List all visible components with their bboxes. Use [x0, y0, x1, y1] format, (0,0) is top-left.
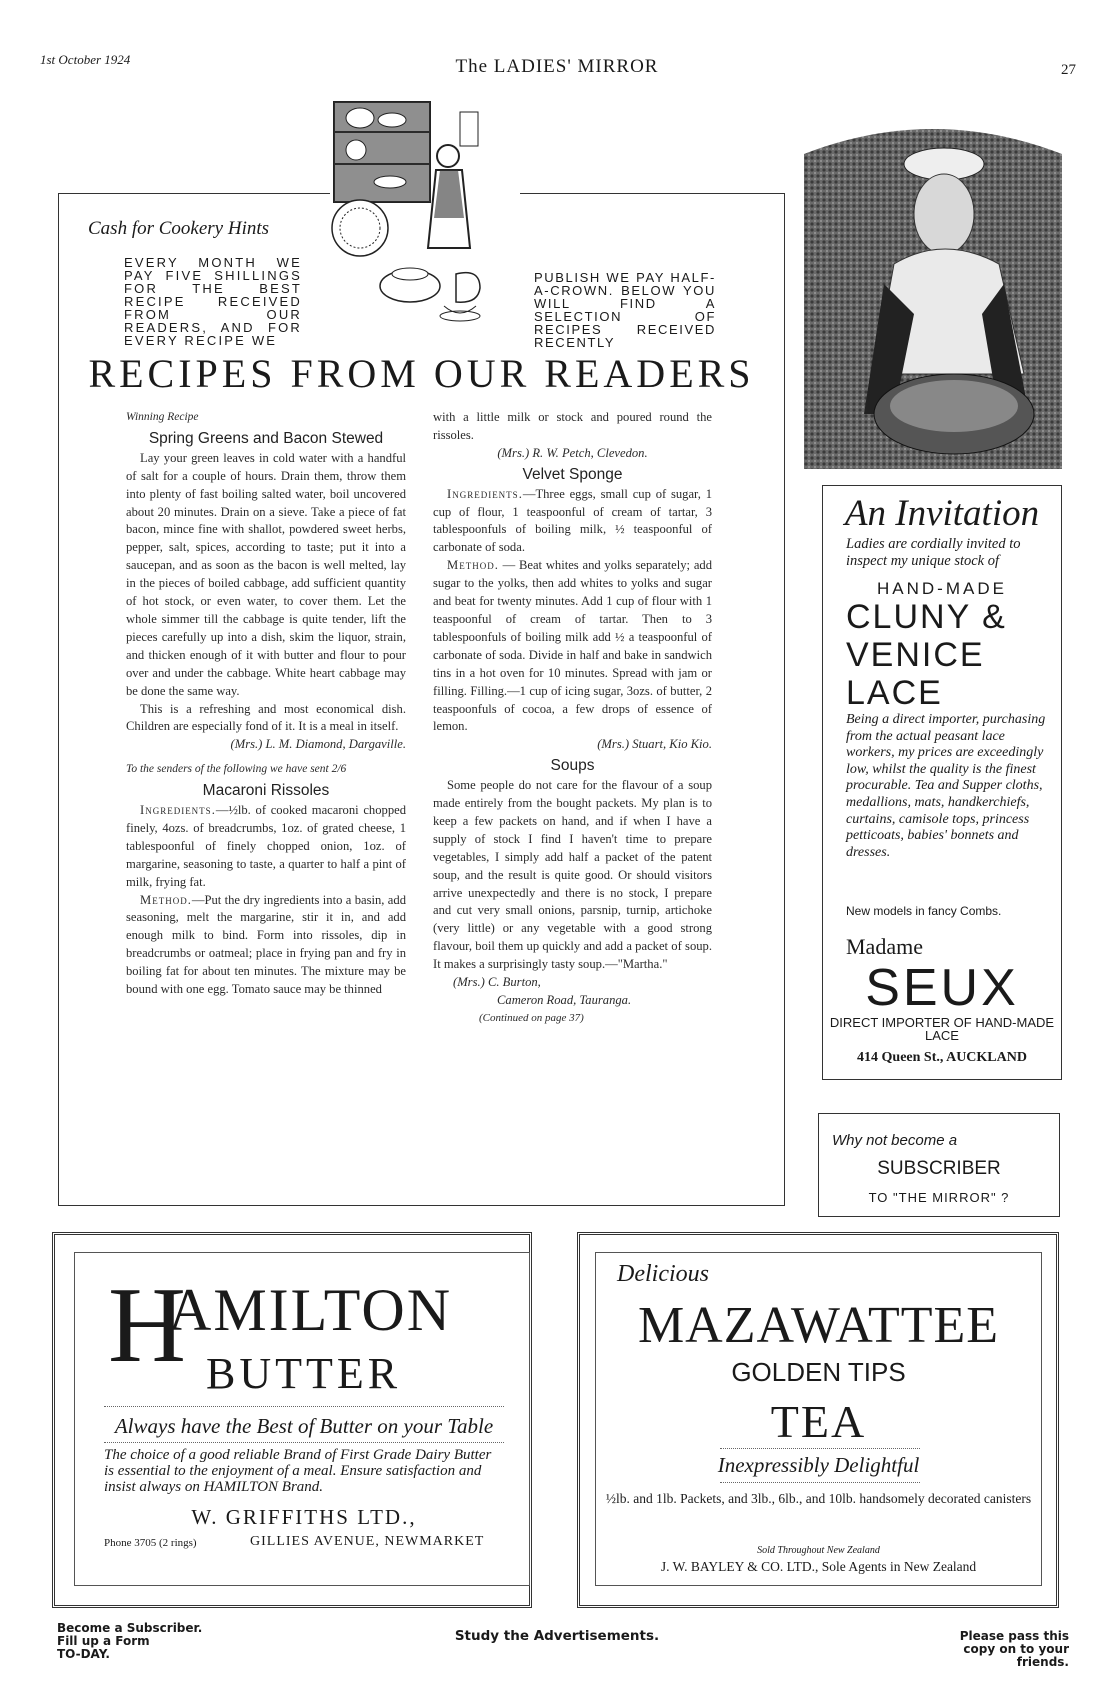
page-number: 27 — [1061, 62, 1076, 78]
winning-recipe-label: Winning Recipe — [126, 411, 199, 423]
issue-date: 1st October 1924 — [40, 52, 131, 67]
recipe-signature: (Mrs.) Stuart, Kio Kio. — [597, 737, 712, 752]
mazawattee-agent: J. W. BAYLEY & CO. LTD., Sole Agents in New Zealand — [660, 1559, 977, 1574]
recipe-title: Macaroni Rissoles — [202, 782, 330, 800]
footer-line: Fill up a Form — [57, 1634, 150, 1648]
invitation-title: An Invitation — [844, 493, 1040, 534]
hamilton-phone: Phone 3705 (2 rings) — [104, 1537, 197, 1549]
tea-label: TEA — [770, 1396, 867, 1447]
recipe-method: Method.—Put the dry ingredients into a basin, add seasoning, melt the margarine, stir it in, and add enough milk to bind. Form into rissoles, dip in breadcrumbs or oatmeal; place in frying pan and fry in boiling fat for about ten minutes. The mixture may be bound with one egg. Tomato sauce may be thinned — [126, 892, 406, 997]
divider — [720, 1448, 920, 1449]
recipe-ingredients: Ingredients.—½lb. of cooked macaroni chopped finely, 4ozs. of breadcrumbs, 1oz. of grated cheese, 1 tablespoonful of finely chopped onion, 1oz. of margarine, seasoning to taste, a quarter to half a pint of milk, frying fat. — [126, 803, 406, 889]
magazine-title: The LADIES' MIRROR — [455, 56, 659, 77]
subscriber-prompt: Why not become a — [832, 1132, 958, 1149]
hamilton-firm: W. GRIFFITHS LTD., — [191, 1505, 417, 1529]
hamilton-butter: BUTTER — [206, 1349, 402, 1398]
recipe-signature: (Mrs.) R. W. Petch, Clevedon. — [497, 445, 648, 460]
hand-made-label: HAND-MADE — [877, 579, 1007, 598]
recipe-body: This is a refreshing and most economical dish. Children are especially fond of it. It is a meal in itself. — [126, 701, 406, 734]
inexpressibly-delightful: Inexpressibly Delightful — [717, 1453, 920, 1477]
cluny-venice-lace: CLUNY & VENICE LACE — [846, 598, 1007, 712]
intro-text-left: EVERY MONTH WE PAY FIVE SHILLINGS FOR THE BEST RECIPE RECEIVED FROM OUR READERS, AND FOR EVERY RECIPE WE — [124, 255, 302, 348]
new-models-note: New models in fancy Combs. — [846, 904, 1002, 918]
seux-address: 414 Queen St., AUCKLAND — [857, 1050, 1027, 1065]
recipe-column-right — [433, 409, 712, 1028]
footer-right — [960, 1630, 1069, 1669]
recipe-column-left — [126, 409, 406, 999]
senders-label: To the senders of the following we have sent 2/6 — [126, 763, 347, 776]
mazawattee-delicious: Delicious — [617, 1261, 709, 1287]
recipe-title: Soups — [550, 757, 595, 775]
cash-for-cookery-hints: Cash for Cookery Hints — [88, 218, 270, 239]
madame-label: Madame — [846, 934, 923, 959]
recipe-signature: Cameron Road, Tauranga. — [497, 993, 632, 1007]
hamilton-description: The choice of a good reliable Brand of First Grade Dairy Butter is essential to the enjoyment of a meal. Ensure satisfaction and insist always on HAMILTON Brand. — [104, 1447, 492, 1495]
recipe-ingredients: Ingredients.—Three eggs, small cup of sugar, 1 cup of flour, 1 teaspoonful of cream of tartar, 3 tablespoonfuls of boiling milk, ½ teaspoonful of carbonate of soda. — [433, 486, 712, 555]
recipe-title: Spring Greens and Bacon Stewed — [148, 429, 384, 447]
intro-text-right: PUBLISH WE PAY HALF-A-CROWN. BELOW YOU WILL FIND A SELECTION OF RECIPES RECEIVED RECENTLY — [534, 270, 716, 350]
recipe-body: Some people do not care for the flavour of a soup made entirely from the bought packets. My plan is to keep a few packets on hand, and if when I have a supply of stock I find I haven't time to prepare vegetables, I simply add half a packet of the patent soup, and the result is quite good. Or should visitors arrive unexpectedly and there is no stock, I prepare and cut very small onions, parsnip, turnip, artichoke (very little) or any vegetable with a good strong flavour, boil them up quickly and add a packet of soup. It makes a surprisingly tasty soup.—"Martha." — [433, 778, 712, 972]
footer-center: Study the Advertisements. — [454, 1628, 660, 1644]
footer-line: Become a Subscriber. — [57, 1621, 203, 1635]
divider — [720, 1482, 920, 1483]
recipe-signature: (Mrs.) C. Burton, — [453, 975, 541, 990]
recipe-title: Velvet Sponge — [522, 465, 623, 483]
footer-line: Please pass this — [959, 1629, 1069, 1643]
mazawattee-packets: ½lb. and 1lb. Packets, and 3lb., 6lb., and 10lb. handsomely decorated canisters — [605, 1491, 1032, 1506]
hamilton-slogan: Always have the Best of Butter on your Table — [114, 1414, 494, 1438]
golden-tips: GOLDEN TIPS — [731, 1357, 906, 1387]
recipes-main-title: RECIPES FROM OUR READERS — [88, 351, 755, 396]
hamilton-logo-mark: H — [108, 1266, 186, 1385]
lace-woman-portrait — [804, 114, 1062, 469]
divider — [104, 1406, 504, 1407]
direct-importer: DIRECT IMPORTER OF HAND-MADE LACE — [829, 1015, 1055, 1043]
recipe-body: Lay your green leaves in cold water with a handful of salt for a couple of hours. Drain them, throw them into plenty of fast boiling salted water, boil uncovered about 20 minutes. Drain on a sieve. Take a piece of fat bacon, mince fine with shallot, powdered sweet herbs, pepper, salt, spices, according to taste; put it into a saucepan, and as soon as the bacon is well melted, lay in the pieces of boiled cabbage, add sufficient quantity of hot stock, or even water, to cover them. Let the whole simmer till the cabbage is quite tender, lift the pieces carefully up into a dish, skim the liquor, strain, and thicken enough of it with butter and flour to pour over and under the cabbage. White heart cabbage may be done the same way. — [126, 450, 406, 698]
sold-throughout: Sold Throughout New Zealand — [757, 1545, 880, 1556]
footer-line: friends. — [1016, 1655, 1069, 1669]
invitation-subtitle: Ladies are cordially invited to inspect my unique stock of — [846, 536, 1021, 569]
footer-line: TO-DAY. — [57, 1647, 110, 1661]
mazawattee-name: MAZAWATTEE — [637, 1297, 1000, 1354]
recipe-method: Method. — Beat whites and yolks separately; add sugar to the yolks, then add whites to yolks and sugar and beat for twenty minutes. Add 1 cup of flour with 1 teaspoonful of cream of tartar. Then to 3 tablespoonfuls of boiling milk add ½ a teaspoonful of carbonate of soda. Divide in half and bake in sandwich tins in a hot oven for 10 minutes. Spread with jam or filling. Filling.—1 cup of icing sugar, 3ozs. of butter, 2 teaspoonfuls of cocoa, a few drops of essence of lemon. — [433, 558, 712, 734]
continued-note: (Continued on page 37) — [479, 1011, 584, 1024]
hamilton-address: GILLIES AVENUE, NEWMARKET — [250, 1534, 485, 1549]
footer-line: copy on to your — [963, 1642, 1069, 1656]
hamilton-name: AMILTON — [168, 1277, 453, 1343]
divider — [104, 1442, 504, 1443]
recipe-signature: (Mrs.) L. M. Diamond, Dargaville. — [230, 737, 406, 752]
seux-name: SEUX — [865, 959, 1019, 1017]
recipe-continuation: with a little milk or stock and poured round the rissoles. — [433, 410, 712, 442]
invitation-body: Being a direct importer, purchasing from the actual peasant lace workers, my prices are exceedingly low, whilst the quality is the finest procurable. Tea and Supper cloths, medallions, mats, handkerchiefs, curtains, camisole tops, princess petticoats, babies' bonnets and dresses. — [846, 712, 1046, 860]
subscriber-word: SUBSCRIBER — [877, 1158, 1001, 1179]
kitchen-maid-illustration — [330, 98, 520, 328]
subscriber-to: TO "THE MIRROR" ? — [868, 1190, 1010, 1205]
